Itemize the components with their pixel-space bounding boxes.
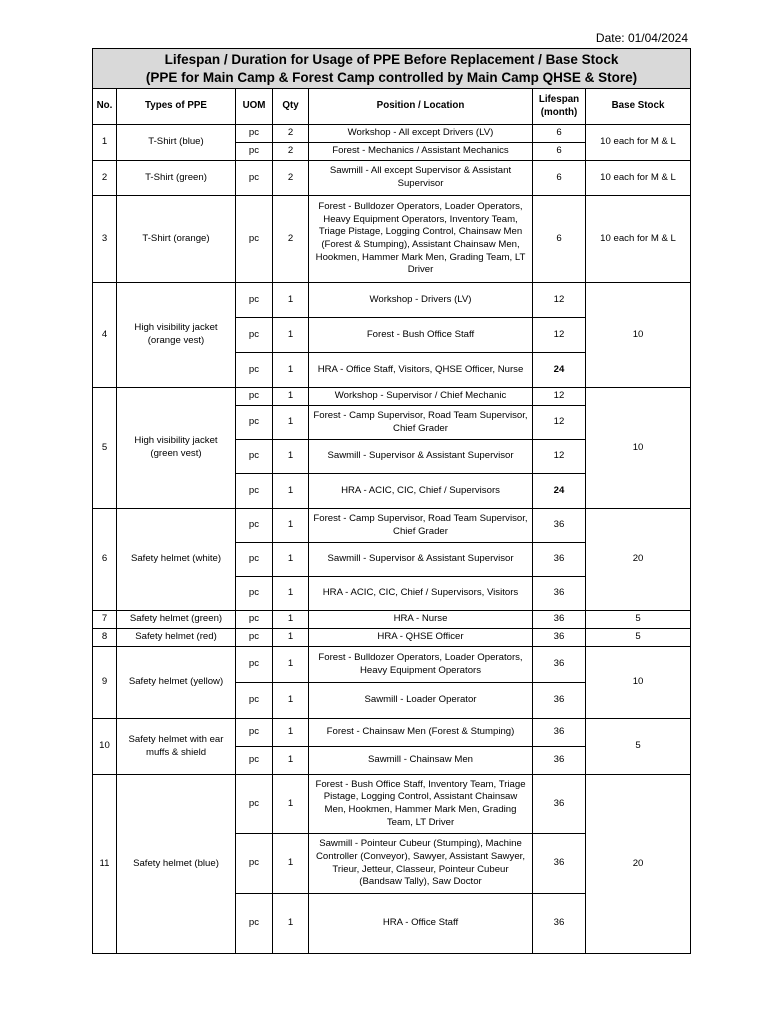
- header-lifespan: [533, 89, 586, 125]
- cell-qty: 1: [273, 388, 309, 406]
- cell-ppe-type: T-Shirt (blue): [117, 125, 236, 161]
- table-row: [93, 125, 691, 143]
- cell-position: HRA - ACIC, CIC, Chief / Supervisors, Visitors: [309, 577, 533, 611]
- title-line-1: Lifespan / Duration for Usage of PPE Before Replacement / Base Stock: [164, 52, 619, 67]
- cell-no: 3: [93, 196, 117, 283]
- cell-position: Forest - Chainsaw Men (Forest & Stumping): [309, 719, 533, 747]
- cell-qty: 1: [273, 474, 309, 509]
- cell-position: Workshop - Drivers (LV): [309, 283, 533, 318]
- cell-qty: 2: [273, 125, 309, 143]
- cell-position: Forest - Camp Supervisor, Road Team Supervisor, Chief Grader: [309, 509, 533, 543]
- cell-qty: 1: [273, 543, 309, 577]
- cell-position: Sawmill - Supervisor & Assistant Supervisor: [309, 543, 533, 577]
- cell-qty: 1: [273, 283, 309, 318]
- cell-lifespan: 12: [533, 440, 586, 474]
- cell-qty: 1: [273, 647, 309, 683]
- cell-uom: pc: [236, 894, 273, 954]
- cell-position: Forest - Bush Office Staff: [309, 318, 533, 353]
- cell-position: Forest - Mechanics / Assistant Mechanics: [309, 143, 533, 161]
- cell-qty: 1: [273, 406, 309, 440]
- cell-uom: pc: [236, 143, 273, 161]
- cell-uom: pc: [236, 406, 273, 440]
- cell-position: Workshop - All except Drivers (LV): [309, 125, 533, 143]
- cell-qty: 1: [273, 440, 309, 474]
- cell-ppe-type: Safety helmet (white): [117, 509, 236, 611]
- cell-uom: pc: [236, 629, 273, 647]
- table-row: [93, 719, 691, 747]
- cell-base-stock: 20: [586, 775, 691, 954]
- cell-position: Workshop - Supervisor / Chief Mechanic: [309, 388, 533, 406]
- table-row: [93, 629, 691, 647]
- cell-ppe-type: Safety helmet with ear muffs & shield: [117, 719, 236, 775]
- table-title: [93, 49, 691, 89]
- cell-base-stock: 10 each for M & L: [586, 196, 691, 283]
- cell-uom: pc: [236, 747, 273, 775]
- cell-uom: pc: [236, 125, 273, 143]
- cell-uom: pc: [236, 161, 273, 196]
- cell-ppe-type: High visibility jacket (orange vest): [117, 283, 236, 388]
- header-lifespan-line2: (month): [540, 106, 578, 118]
- cell-uom: pc: [236, 283, 273, 318]
- cell-qty: 1: [273, 629, 309, 647]
- cell-lifespan: 24: [533, 474, 586, 509]
- document-date: Date: 01/04/2024: [595, 31, 688, 45]
- header-row: [93, 89, 691, 125]
- cell-lifespan: 6: [533, 125, 586, 143]
- cell-lifespan: 12: [533, 388, 586, 406]
- cell-no: 11: [93, 775, 117, 954]
- cell-qty: 1: [273, 318, 309, 353]
- cell-lifespan: 36: [533, 834, 586, 894]
- cell-base-stock: 10 each for M & L: [586, 161, 691, 196]
- cell-uom: pc: [236, 509, 273, 543]
- cell-lifespan: 12: [533, 406, 586, 440]
- cell-uom: pc: [236, 577, 273, 611]
- cell-position: Forest - Camp Supervisor, Road Team Supervisor, Chief Grader: [309, 406, 533, 440]
- cell-position: HRA - QHSE Officer: [309, 629, 533, 647]
- cell-no: 10: [93, 719, 117, 775]
- header-no: No.: [93, 89, 117, 125]
- cell-ppe-type: T-Shirt (green): [117, 161, 236, 196]
- cell-position: Sawmill - Loader Operator: [309, 683, 533, 719]
- table-row: [93, 196, 691, 283]
- table-row: [93, 775, 691, 834]
- cell-qty: 1: [273, 577, 309, 611]
- cell-position: Sawmill - Supervisor & Assistant Supervisor: [309, 440, 533, 474]
- ppe-table: [92, 48, 691, 954]
- cell-uom: pc: [236, 543, 273, 577]
- cell-uom: pc: [236, 611, 273, 629]
- cell-lifespan: 36: [533, 683, 586, 719]
- cell-lifespan: 6: [533, 161, 586, 196]
- cell-qty: 1: [273, 353, 309, 388]
- cell-ppe-type: High visibility jacket (green vest): [117, 388, 236, 509]
- cell-uom: pc: [236, 318, 273, 353]
- cell-no: 9: [93, 647, 117, 719]
- table-row: [93, 611, 691, 629]
- table-row: [93, 283, 691, 318]
- cell-lifespan: 12: [533, 283, 586, 318]
- cell-base-stock: 10 each for M & L: [586, 125, 691, 161]
- cell-lifespan: 36: [533, 509, 586, 543]
- cell-lifespan: 12: [533, 318, 586, 353]
- cell-ppe-type: Safety helmet (yellow): [117, 647, 236, 719]
- table-row: [93, 647, 691, 683]
- cell-qty: 2: [273, 161, 309, 196]
- cell-ppe-type: Safety helmet (green): [117, 611, 236, 629]
- cell-ppe-type: Safety helmet (red): [117, 629, 236, 647]
- cell-position: Sawmill - Chainsaw Men: [309, 747, 533, 775]
- cell-base-stock: 5: [586, 611, 691, 629]
- cell-qty: 2: [273, 143, 309, 161]
- cell-base-stock: 10: [586, 283, 691, 388]
- cell-qty: 1: [273, 775, 309, 834]
- cell-lifespan: 24: [533, 353, 586, 388]
- cell-no: 1: [93, 125, 117, 161]
- cell-lifespan: 6: [533, 143, 586, 161]
- cell-lifespan: 36: [533, 629, 586, 647]
- table-row: [93, 509, 691, 543]
- cell-ppe-type: T-Shirt (orange): [117, 196, 236, 283]
- cell-lifespan: 36: [533, 577, 586, 611]
- title-line-2: (PPE for Main Camp & Forest Camp controlled by Main Camp QHSE & Store): [145, 69, 638, 85]
- header-base-stock: Base Stock: [586, 89, 691, 125]
- cell-lifespan: 36: [533, 611, 586, 629]
- cell-no: 7: [93, 611, 117, 629]
- cell-lifespan: 36: [533, 543, 586, 577]
- cell-qty: 1: [273, 683, 309, 719]
- table-row: [93, 388, 691, 406]
- cell-lifespan: 36: [533, 719, 586, 747]
- cell-qty: 1: [273, 834, 309, 894]
- cell-qty: 1: [273, 894, 309, 954]
- cell-position: Forest - Bulldozer Operators, Loader Operators, Heavy Equipment Operators: [309, 647, 533, 683]
- cell-lifespan: 36: [533, 647, 586, 683]
- cell-lifespan: 36: [533, 775, 586, 834]
- header-type: Types of PPE: [117, 89, 236, 125]
- cell-lifespan: 36: [533, 894, 586, 954]
- cell-uom: pc: [236, 440, 273, 474]
- table-row: [93, 161, 691, 196]
- cell-position: HRA - Nurse: [309, 611, 533, 629]
- cell-no: 2: [93, 161, 117, 196]
- ppe-table-body: [93, 125, 691, 954]
- cell-no: 6: [93, 509, 117, 611]
- cell-qty: 1: [273, 611, 309, 629]
- cell-qty: 1: [273, 719, 309, 747]
- cell-position: Forest - Bulldozer Operators, Loader Operators, Heavy Equipment Operators, Inventory Team, Triage Pistage, Logging Control, Chainsaw Men (Forest & Stumping), Assistant Chainsaw Men, Hookmen, Hammer Mark Men, Grading Team, LT Driver: [309, 196, 533, 283]
- cell-lifespan: 36: [533, 747, 586, 775]
- cell-uom: pc: [236, 834, 273, 894]
- header-qty: Qty: [273, 89, 309, 125]
- cell-qty: 1: [273, 509, 309, 543]
- cell-base-stock: 20: [586, 509, 691, 611]
- cell-position: HRA - Office Staff: [309, 894, 533, 954]
- header-position: Position / Location: [309, 89, 533, 125]
- cell-uom: pc: [236, 353, 273, 388]
- cell-uom: pc: [236, 683, 273, 719]
- cell-position: Forest - Bush Office Staff, Inventory Team, Triage Pistage, Logging Control, Assistant Chainsaw Men, Hookmen, Hammer Mark Men, Grading Team, LT Driver: [309, 775, 533, 834]
- cell-base-stock: 10: [586, 388, 691, 509]
- cell-no: 4: [93, 283, 117, 388]
- cell-position: Sawmill - All except Supervisor & Assistant Supervisor: [309, 161, 533, 196]
- cell-uom: pc: [236, 647, 273, 683]
- cell-uom: pc: [236, 196, 273, 283]
- cell-uom: pc: [236, 388, 273, 406]
- cell-base-stock: 5: [586, 629, 691, 647]
- header-lifespan-line1: Lifespan: [538, 93, 580, 105]
- cell-qty: 2: [273, 196, 309, 283]
- cell-qty: 1: [273, 747, 309, 775]
- cell-base-stock: 10: [586, 647, 691, 719]
- cell-lifespan: 6: [533, 196, 586, 283]
- cell-no: 5: [93, 388, 117, 509]
- cell-position: Sawmill - Pointeur Cubeur (Stumping), Machine Controller (Conveyor), Sawyer, Assistant Sawyer, Trieur, Jetteur, Classeur, Pointeur Cubeur (Bandsaw Tally), Saw Doctor: [309, 834, 533, 894]
- cell-ppe-type: Safety helmet (blue): [117, 775, 236, 954]
- cell-position: HRA - ACIC, CIC, Chief / Supervisors: [309, 474, 533, 509]
- cell-uom: pc: [236, 775, 273, 834]
- cell-position: HRA - Office Staff, Visitors, QHSE Officer, Nurse: [309, 353, 533, 388]
- header-uom: UOM: [236, 89, 273, 125]
- cell-uom: pc: [236, 474, 273, 509]
- cell-base-stock: 5: [586, 719, 691, 775]
- cell-uom: pc: [236, 719, 273, 747]
- cell-no: 8: [93, 629, 117, 647]
